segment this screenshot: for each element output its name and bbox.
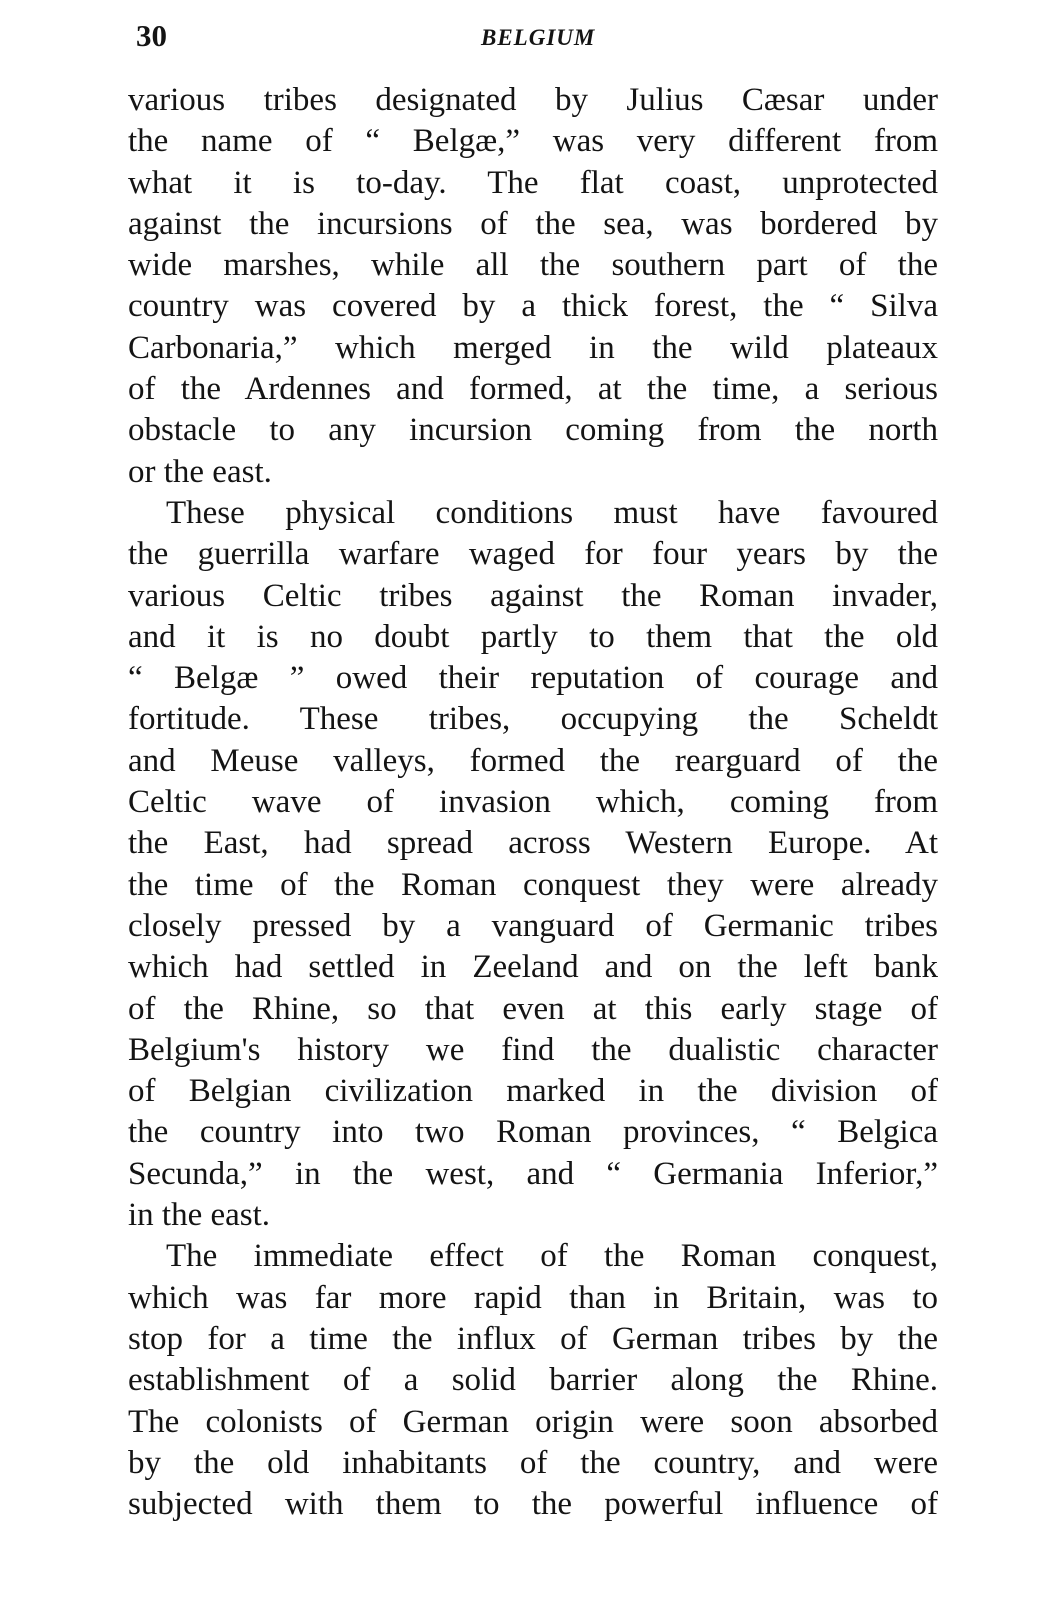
text-line: closely pressed by a vanguard of Germanic tribes (128, 907, 938, 944)
text-line: of the Rhine, so that even at this early stage of (128, 990, 938, 1027)
text-line: which was far more rapid than in Britain, was to (128, 1279, 938, 1316)
text-line: by the old inhabitants of the country, and were (128, 1444, 938, 1481)
text-line: the guerrilla warfare waged for four years by the (128, 536, 938, 573)
text-line: which had settled in Zeeland and on the left bank (128, 949, 938, 986)
text-line: various tribes designated by Julius Cæsar under (128, 82, 938, 118)
text-line: Carbonaria,” which merged in the wild plateaux (128, 329, 938, 366)
text-line: “ Belgæ ” owed their reputation of courage and (128, 660, 938, 697)
text-line: what it is to-day. The flat coast, unprotected (128, 164, 938, 201)
text-line: establishment of a solid barrier along the Rhine. (128, 1362, 938, 1399)
text-line: the East, had spread across Western Europe. At (128, 825, 938, 862)
page-number: 30 (136, 18, 167, 53)
text-line: the name of “ Belgæ,” was very different from (128, 123, 938, 160)
text-line: Secunda,” in the west, and “ Germania Inferior,” (128, 1155, 938, 1192)
text-line: fortitude. These tribes, occupying the Scheldt (128, 701, 938, 738)
text-line: wide marshes, while all the southern part of the (128, 247, 938, 284)
text-line: and it is no doubt partly to them that the old (128, 618, 938, 655)
text-line: Belgium's history we find the dualistic character (128, 1031, 938, 1068)
text-line: the country into two Roman provinces, “ Belgica (128, 1114, 938, 1151)
text-line: and Meuse valleys, formed the rearguard of the (128, 742, 938, 779)
text-line: The immediate effect of the Roman conquest, (166, 1238, 938, 1275)
text-line: of the Ardennes and formed, at the time, a serious (128, 371, 938, 408)
body-text (128, 80, 938, 1525)
running-title: BELGIUM (481, 25, 596, 50)
text-line: obstacle to any incursion coming from the north (128, 412, 938, 449)
text-line: in the east. (128, 1197, 271, 1234)
text-line: the time of the Roman conquest they were already (128, 866, 938, 903)
text-line: various Celtic tribes against the Roman invader, (128, 577, 938, 614)
text-line: Celtic wave of invasion which, coming from (128, 784, 938, 821)
text-line: subjected with them to the powerful influence of (128, 1486, 938, 1523)
text-line: stop for a time the influx of German tribes by the (128, 1320, 938, 1357)
text-line: These physical conditions must have favoured (166, 494, 938, 531)
text-line: against the incursions of the sea, was bordered by (128, 205, 938, 242)
text-line: or the east. (128, 453, 272, 490)
running-head (136, 16, 936, 56)
text-line: of Belgian civilization marked in the division of (128, 1073, 938, 1110)
text-line: country was covered by a thick forest, the “ Silva (128, 288, 938, 325)
text-line: The colonists of German origin were soon absorbed (128, 1403, 938, 1440)
